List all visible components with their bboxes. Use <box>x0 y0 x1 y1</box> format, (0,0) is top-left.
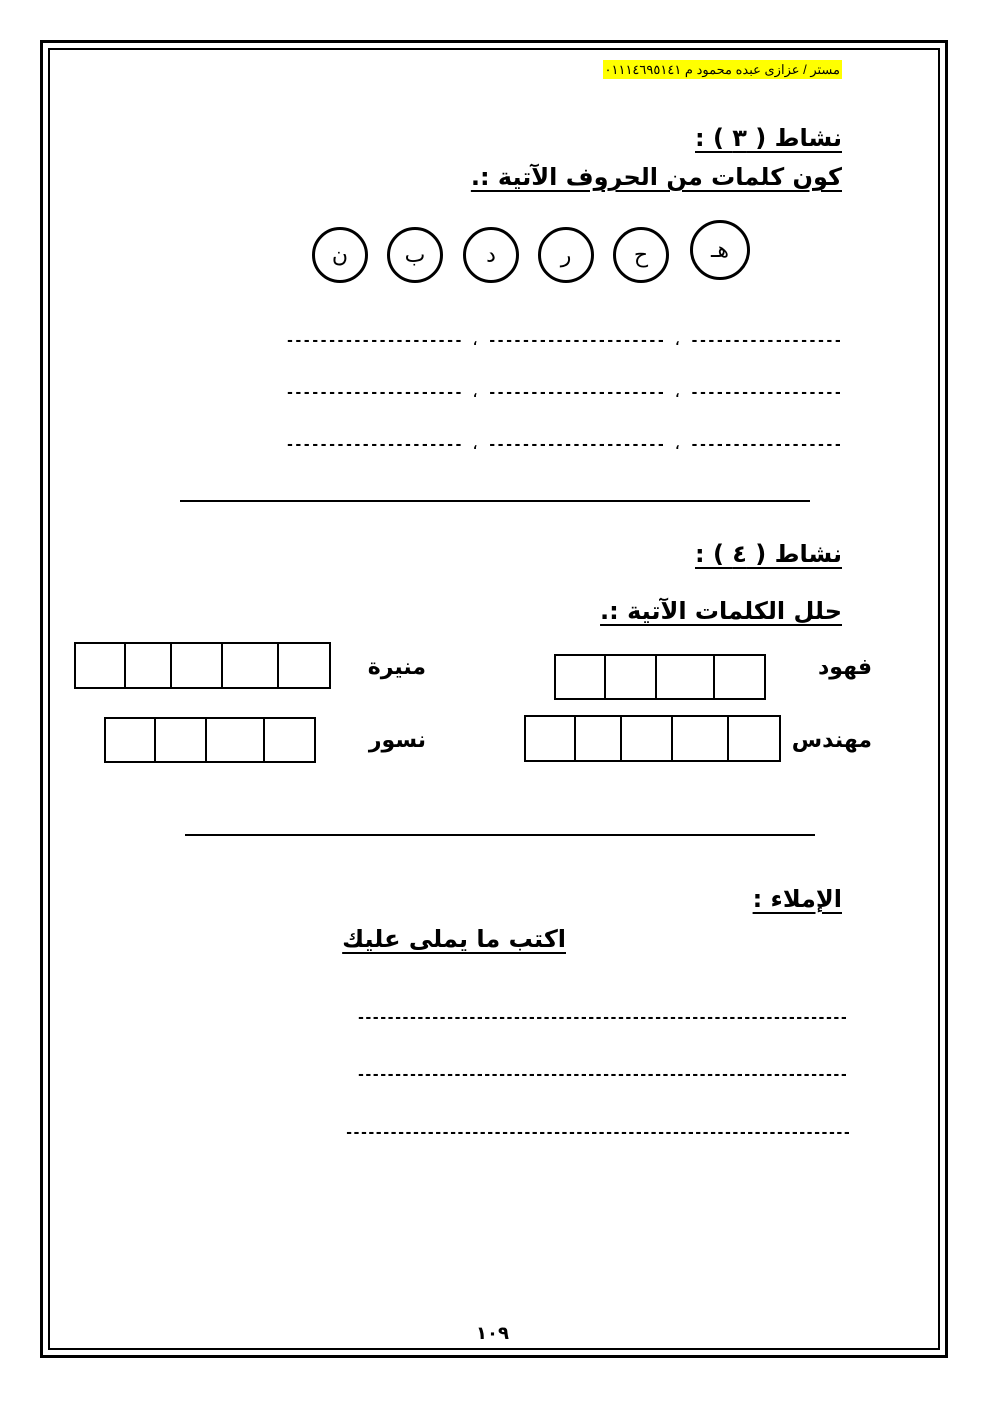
section-divider <box>180 500 810 502</box>
page-number: ١٠٩ <box>476 1323 509 1344</box>
word-nusoor: نسور <box>368 728 426 753</box>
letter-circle: ب <box>387 227 443 283</box>
letter-circle: ن <box>312 227 368 283</box>
answer-line: ------------------ ، --------------------- ، --------------------- <box>285 437 842 453</box>
activity3-instruction: كون كلمات من الحروف الآتية :. <box>470 163 842 191</box>
letter-circle: د <box>463 227 519 283</box>
letter-circle: ح <box>613 227 669 283</box>
dictation-instruction: اكتب ما يملى عليك <box>342 925 566 953</box>
word-fhood: فهود <box>817 655 872 680</box>
letter-boxes-nusoor <box>104 717 316 763</box>
letter-boxes-muhandis <box>524 715 781 762</box>
letter-boxes-fhood <box>554 654 766 700</box>
section-divider <box>185 834 815 836</box>
letter-circle: ر <box>538 227 594 283</box>
word-muneera: منيرة <box>367 655 426 680</box>
dictation-line: ------------------------------------------------------------------ <box>356 1010 847 1026</box>
answer-line: ------------------ ، --------------------- ، --------------------- <box>285 333 842 349</box>
activity3-title: نشاط ( ٣ ) : <box>695 124 842 152</box>
dictation-title: الإملاء : <box>752 885 842 913</box>
teacher-header: مستر / عزازى عبده محمود م ٠١١١٤٦٩٥١٤١ <box>604 62 840 77</box>
answer-line: ------------------ ، --------------------- ، --------------------- <box>285 385 842 401</box>
dictation-line: -------------------------------------------------------------------- <box>344 1125 850 1141</box>
dictation-line: ------------------------------------------------------------------ <box>356 1067 847 1083</box>
letter-circle: هـ <box>690 220 750 280</box>
activity4-instruction: حلل الكلمات الآتية :. <box>600 597 842 625</box>
word-muhandis: مهندس <box>791 728 872 753</box>
letter-boxes-muneera <box>74 642 331 689</box>
activity4-title: نشاط ( ٤ ) : <box>695 540 842 568</box>
